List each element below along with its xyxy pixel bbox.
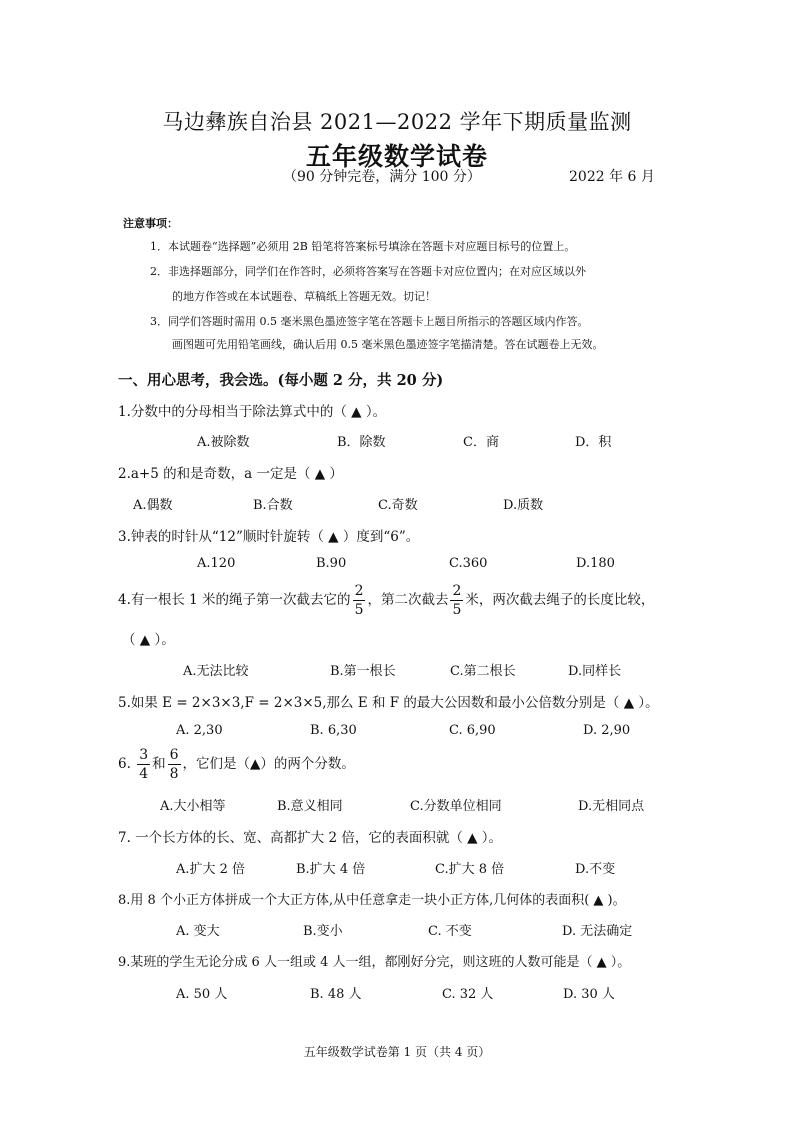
page-footer: 五年级数学试卷第 1 页（共 4 页） (303, 1045, 491, 1059)
q5-option-d: D. 2,90 (583, 723, 631, 738)
q4-option-d: D.同样长 (568, 664, 622, 679)
q8-option-a: A. 变大 (176, 924, 220, 939)
q6-option-a: A.大小相等 (160, 799, 226, 814)
q6-option-b: B.意义相同 (277, 799, 343, 814)
q7-option-b: B.扩大 4 倍 (296, 862, 366, 877)
q8-option-b: B.变小 (303, 924, 343, 939)
q3-option-b: B.90 (316, 556, 347, 571)
q1-option-c: C．商 (463, 435, 499, 450)
q4-text-part3: 米，两次截去绳子的长度比较， (465, 592, 655, 608)
notice-item-3-line2: 画图题可先用铅笔画线，确认后用 0.5 毫米黑色墨迹签字笔描清楚。答在试题卷上无效。 (172, 338, 604, 351)
q4-fraction-2-denominator: 5 (452, 602, 462, 618)
q2-option-a: A.偶数 (133, 498, 173, 513)
question-7: 7. 一个长方体的长、宽、高都扩大 2 倍，它的表面积就（ ▲ ）。 (118, 830, 503, 846)
q4-fraction-1-numerator: 2 (354, 583, 364, 599)
q9-option-c: C. 32 人 (442, 987, 494, 1002)
q8-option-d: D. 无法确定 (562, 924, 633, 939)
q4-text-part1: 4.有一根长 1 米的绳子第一次截去它的 (118, 592, 351, 608)
q6-option-d: D.无相同点 (578, 799, 645, 814)
q4-option-b: B.第一根长 (330, 664, 396, 679)
q7-option-c: C.扩大 8 倍 (435, 862, 505, 877)
notice-item-2-line1: 2．非选择题部分，同学们在作答时，必须将答案写在答题卡对应位置内；在对应区域以外 (150, 265, 586, 278)
q6-suffix: ，它们是（▲）的两个分数。 (182, 756, 355, 772)
q6-fraction-1-numerator: 3 (139, 747, 149, 763)
q6-fraction-1 (137, 748, 150, 781)
question-2: 2.a+5 的和是奇数，a 一定是（ ▲ ） (118, 466, 343, 482)
q5-option-c: C. 6,90 (449, 723, 496, 738)
q6-mid: 和 (152, 756, 166, 772)
notice-item-1: 1．本试题卷“选择题”必须用 2B 铅笔将答案标号填涂在答题卡对应题目标号的位置上。 (150, 240, 576, 253)
q2-option-d: D.质数 (503, 498, 544, 513)
question-9: 9.某班的学生无论分成 6 人一组或 4 人一组，都刚好分完，则这班的人数可能是（ ▲ ）。 (118, 955, 631, 970)
q4-fraction-1-denominator: 5 (354, 602, 364, 618)
q6-fraction-1-denominator: 4 (139, 766, 149, 782)
q4-text-part2: ，第二次截去 (367, 592, 449, 608)
q3-option-a: A.120 (197, 556, 236, 571)
question-4 (118, 584, 654, 617)
q2-option-c: C.奇数 (378, 498, 418, 513)
q4-answer-blank: （ ▲ ）。 (122, 632, 175, 648)
question-6 (118, 748, 355, 781)
q9-option-b: B. 48 人 (310, 987, 362, 1002)
question-8: 8.用 8 个小正方体拼成一个大正方体,从中任意拿走一块小正方体,几何体的表面积( ▲ )。 (118, 893, 626, 908)
q4-option-a: A.无法比较 (183, 664, 249, 679)
q9-option-a: A. 50 人 (176, 987, 228, 1002)
q8-option-c: C. 不变 (428, 924, 472, 939)
q6-option-c: C.分数单位相同 (410, 799, 502, 814)
q4-fraction-2 (450, 584, 463, 617)
q1-option-b: B．除数 (337, 435, 386, 450)
q4-fraction-1 (353, 584, 366, 617)
q3-option-c: C.360 (449, 556, 488, 571)
q7-option-a: A.扩大 2 倍 (176, 862, 246, 877)
exam-subtitle: （90 分钟完卷，满分 100 分） (283, 169, 481, 185)
exam-title-line1: 马边彝族自治县 2021—2022 学年下期质量监测 (162, 110, 632, 134)
q1-option-d: D．积 (575, 435, 612, 450)
q1-option-a: A.被除数 (197, 435, 250, 450)
section-heading: 一、用心思考，我会选。(每小题 2 分，共 20 分) (118, 372, 444, 389)
notice-item-2-line2: 的地方作答或在本试题卷、草稿纸上答题无效。切记！ (172, 290, 436, 303)
q5-option-b: B. 6,30 (310, 723, 357, 738)
q4-fraction-2-numerator: 2 (452, 583, 462, 599)
q6-prefix: 6. (118, 756, 131, 772)
notice-heading: 注意事项： (123, 217, 178, 230)
exam-title-line2: 五年级数学试卷 (305, 142, 488, 171)
q9-option-d: D. 30 人 (563, 987, 615, 1002)
q2-option-b: B.合数 (253, 498, 293, 513)
q4-option-c: C.第二根长 (450, 664, 516, 679)
question-5: 5.如果 E = 2×3×3,F = 2×3×5,那么 E 和 F 的最大公因数和最小公倍数分别是（ ▲ ）。 (118, 695, 659, 711)
question-3: 3.钟表的时针从“12”顺时针旋转（ ▲ ）度到“6”。 (118, 529, 420, 545)
q5-option-a: A. 2,30 (176, 723, 223, 738)
q7-option-d: D.不变 (575, 862, 616, 877)
q6-fraction-2-denominator: 8 (169, 766, 179, 782)
q6-fraction-2-numerator: 6 (169, 747, 179, 763)
exam-date: 2022 年 6 月 (569, 169, 655, 185)
question-1: 1.分数中的分母相当于除法算式中的（ ▲ ）。 (118, 404, 387, 420)
q6-fraction-2 (168, 748, 181, 781)
q3-option-d: D.180 (576, 556, 615, 571)
notice-item-3-line1: 3．同学们答题时需用 0.5 毫米黑色墨迹签字笔在答题卡上题目所指示的答题区域内作答。 (150, 315, 589, 328)
